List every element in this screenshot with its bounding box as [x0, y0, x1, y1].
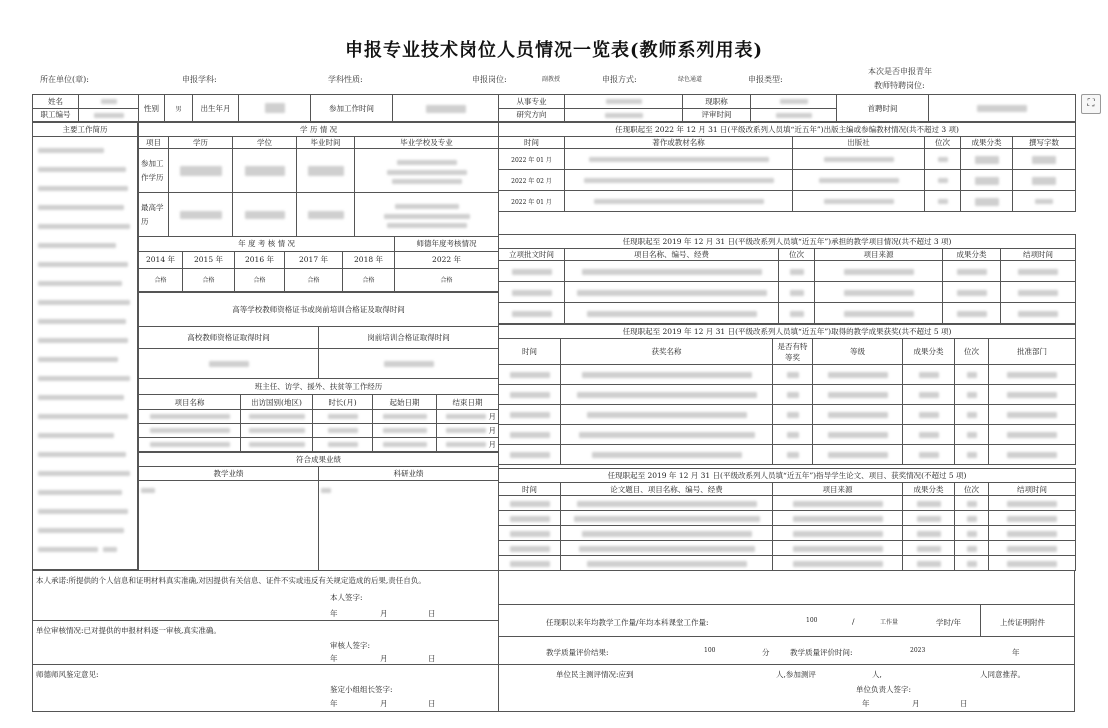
cert-table — [138, 292, 499, 379]
cert-col2: 岗前培训合格证取得时间 — [319, 327, 499, 349]
proj-col-end: 结项时间 — [1001, 249, 1076, 261]
books-col-rank: 位次 — [925, 137, 961, 149]
first-hire-value — [929, 95, 1076, 122]
education-table — [138, 122, 499, 237]
award-col-level: 等级 — [813, 339, 903, 365]
page-title: 申报专业技术岗位人员情况一览表(教师系列用表) — [344, 40, 764, 61]
year-2017: 2017 年 — [285, 251, 343, 268]
work-start-label: 参加工作时间 — [311, 95, 393, 122]
method-value: 绿色通道 — [678, 76, 703, 83]
leader-month: 月 — [912, 699, 920, 708]
leader-year: 年 — [862, 699, 870, 708]
cert-col1: 高校教师资格证取得时间 — [139, 327, 319, 349]
books-col-time: 时间 — [499, 137, 565, 149]
result-2017: 合格 — [285, 268, 343, 291]
type-label: 申报类型: — [748, 75, 783, 84]
match-header: 符合成果业绩 — [139, 453, 499, 467]
exp-header: 班主任、访学、援外、扶贫等工作经历 — [139, 379, 499, 395]
major-label: 从事专业 — [499, 95, 565, 109]
proj-col-category: 成果分类 — [943, 249, 1001, 261]
award-col-name: 获奖名称 — [561, 339, 773, 365]
year-unit: 年 — [1012, 648, 1020, 657]
result-2015: 合格 — [183, 268, 235, 291]
group-day: 日 — [428, 699, 436, 708]
guide-col-title: 论文题目、项目名称、编号、经费 — [561, 483, 773, 496]
staff-no-value — [79, 108, 139, 122]
review-time-value — [751, 108, 837, 122]
workload-label: 任现职以来年均教学工作量/年均本科课堂工作量: — [546, 618, 709, 627]
method-label: 申报方式: — [602, 75, 637, 84]
year-2015: 2015 年 — [183, 251, 235, 268]
group-month: 月 — [380, 699, 388, 708]
name-label: 姓名 — [33, 95, 79, 109]
unit-label: 所在单位(章): — [40, 75, 89, 84]
proj-header: 任现职起至 2019 年 12 月 31 日(平级改系列人员填“近五年”)承担的教学项目情况(共不超过 3 项) — [499, 235, 1076, 249]
staff-no-label: 职工编号 — [33, 108, 79, 122]
result-2022: 合格 — [395, 268, 499, 291]
research-perf-label: 科研业绩 — [319, 467, 499, 481]
award-header: 任现职起至 2019 年 12 月 31 日(平级改系列人员填“近五年”)取得的教学成果获奖(共不超过 5 项) — [499, 325, 1076, 339]
books-col-words: 撰写字数 — [1013, 137, 1076, 149]
teach-perf-label: 教学业绩 — [139, 467, 319, 481]
workload-unit: 工作量 — [880, 619, 899, 626]
birth-label: 出生年月 — [193, 95, 239, 122]
meta-row — [36, 66, 1076, 94]
major-value — [565, 95, 683, 109]
birth-value — [239, 95, 311, 122]
proj-col-name: 项目名称、编号、经费 — [565, 249, 779, 261]
first-hire-label: 首聘时间 — [837, 95, 929, 122]
annual-header: 年 度 考 核 情 况 — [139, 237, 395, 252]
post-value: 副教授 — [542, 76, 561, 83]
research-value — [565, 108, 683, 122]
book-date-2: 2022 年 02 月 — [499, 170, 565, 191]
group-sign-label: 鉴定小组组长签字: — [330, 685, 393, 694]
basic-info-right — [498, 94, 1076, 122]
year-2018: 2018 年 — [343, 251, 395, 268]
edu-col-grad-time: 毕业时间 — [297, 137, 355, 149]
leader-sign-label: 单位负责人签字: — [856, 685, 912, 694]
upload-button[interactable]: 上传证明附件 — [1000, 618, 1045, 627]
experience-table — [138, 378, 499, 452]
reviewer-month: 月 — [380, 654, 388, 663]
workload-value: 100 — [806, 617, 818, 624]
exp-col-end: 结束日期 — [437, 395, 499, 409]
review-time-label: 评审时间 — [683, 108, 751, 122]
year-2014: 2014 年 — [139, 251, 183, 268]
book-date-1: 2022 年 01 月 — [499, 149, 565, 170]
guide-header: 任现职起至 2019 年 12 月 31 日(平级改系列人员填“近五年”)指导学生论文、项目、获奖情况(不超过 5 项) — [499, 469, 1076, 483]
reviewer-sign-label: 审核人签字: — [330, 641, 371, 650]
subject-label: 申报学科: — [182, 75, 217, 84]
edu-col-school: 毕业学校及专业 — [355, 137, 499, 149]
books-col-name: 著作或教材名称 — [565, 137, 793, 149]
promise-text: 本人承诺:所提供的个人信息和证明材料真实准确,对因提供有关信息、证件不实或违反有关规定造成的后果,责任自负。 — [36, 576, 426, 585]
self-sign-day: 日 — [428, 609, 436, 618]
score-unit: 分 — [762, 648, 770, 657]
month-mark: 月 — [488, 425, 496, 435]
award-col-category: 成果分类 — [903, 339, 955, 365]
bottom-frame — [32, 570, 1075, 712]
year-2016: 2016 年 — [235, 251, 285, 268]
awards-table — [498, 324, 1076, 465]
cur-title-label: 现职称 — [683, 95, 751, 109]
basic-info-left — [32, 94, 499, 122]
book-date-3: 2022 年 01 月 — [499, 191, 565, 212]
guide-col-end: 结项时间 — [989, 483, 1076, 496]
cert-header: 高等学校教师资格证书或岗前培训合格证及取得时间 — [139, 293, 499, 327]
award-col-special: 是否有特等奖 — [773, 339, 813, 365]
group-year: 年 — [330, 699, 338, 708]
result-2014: 合格 — [139, 268, 183, 291]
achievement-table — [138, 452, 499, 571]
proj-col-rank: 位次 — [779, 249, 815, 261]
gender-value: 男 — [165, 95, 193, 122]
cur-title-value — [751, 95, 837, 109]
edu-row-highest: 最高学历 — [139, 193, 169, 237]
ethics-opinion: 师德师风鉴定意见: — [36, 670, 99, 679]
quality-value: 100 — [704, 647, 716, 654]
books-table — [498, 122, 1076, 212]
vote-mid2: 人, — [872, 670, 882, 679]
month-mark: 月 — [488, 411, 496, 421]
resume-header: 主要工作简历 — [62, 125, 108, 134]
proj-col-time: 立项批文时间 — [499, 249, 565, 261]
guide-col-time: 时间 — [499, 483, 561, 496]
exp-col-name: 项目名称 — [139, 395, 241, 409]
quality-label: 教学质量评价结果: — [546, 648, 609, 657]
annual-table — [138, 236, 499, 292]
name-value — [79, 95, 139, 109]
exp-col-start: 起始日期 — [373, 395, 437, 409]
self-sign-month: 月 — [380, 609, 388, 618]
award-col-dept: 批准部门 — [989, 339, 1076, 365]
vote-end: 人同意推荐。 — [980, 670, 1025, 679]
reviewer-year: 年 — [330, 654, 338, 663]
edu-header: 学 历 情 况 — [139, 123, 499, 137]
research-label: 研究方向 — [499, 108, 565, 122]
edu-col-degree: 学历 — [169, 137, 233, 149]
exp-col-country: 出访国别(地区) — [241, 395, 313, 409]
post-label: 申报岗位: — [472, 75, 507, 84]
books-col-category: 成果分类 — [961, 137, 1013, 149]
guide-col-source: 项目来源 — [773, 483, 903, 496]
month-mark: 月 — [488, 439, 496, 449]
projects-table — [498, 234, 1076, 324]
proj-col-source: 项目来源 — [815, 249, 943, 261]
hour-unit: 学时/年 — [936, 618, 962, 627]
result-2018: 合格 — [343, 268, 395, 291]
young-line2: 教师特聘岗位: — [874, 81, 925, 90]
edu-row-work: 参加工作学历 — [139, 149, 169, 193]
vote-text: 单位民主测评情况:应到 — [556, 670, 634, 679]
guidance-table — [498, 468, 1076, 571]
young-line1: 本次是否申报青年 — [868, 67, 932, 76]
scan-icon[interactable]: ⛶ — [1081, 94, 1101, 114]
award-col-time: 时间 — [499, 339, 561, 365]
award-col-rank: 位次 — [955, 339, 989, 365]
guide-col-category: 成果分类 — [903, 483, 955, 496]
quality-time-label: 教学质量评价时间: — [790, 648, 853, 657]
result-2016: 合格 — [235, 268, 285, 291]
self-sign-label: 本人签字: — [330, 593, 363, 602]
resume-content — [38, 142, 134, 560]
leader-day: 日 — [960, 699, 968, 708]
workload-slash: / — [852, 617, 855, 626]
self-sign-year: 年 — [330, 609, 338, 618]
edu-col-project: 项目 — [139, 137, 169, 149]
gender-label: 性别 — [139, 95, 165, 122]
quality-time-value: 2023 — [910, 647, 926, 654]
books-header: 任现职起至 2022 年 12 月 31 日(平级改系列人员填“近五年”)出版主编或参编教材情况(共不超过 3 项) — [499, 123, 1076, 137]
guide-col-rank: 位次 — [955, 483, 989, 496]
exp-col-duration: 时长(月) — [313, 395, 373, 409]
vote-mid: 人,参加测评 — [776, 670, 816, 679]
ethics-header: 师德年度考核情况 — [395, 237, 499, 252]
nature-label: 学科性质: — [328, 75, 363, 84]
edu-col-title: 学位 — [233, 137, 297, 149]
reviewer-day: 日 — [428, 654, 436, 663]
review-opinion: 单位审核情况:已对提供的申报材料逐一审核,真实准确。 — [36, 626, 221, 635]
work-start-value — [393, 95, 499, 122]
books-col-publisher: 出版社 — [793, 137, 925, 149]
year-2022: 2022 年 — [395, 251, 499, 268]
